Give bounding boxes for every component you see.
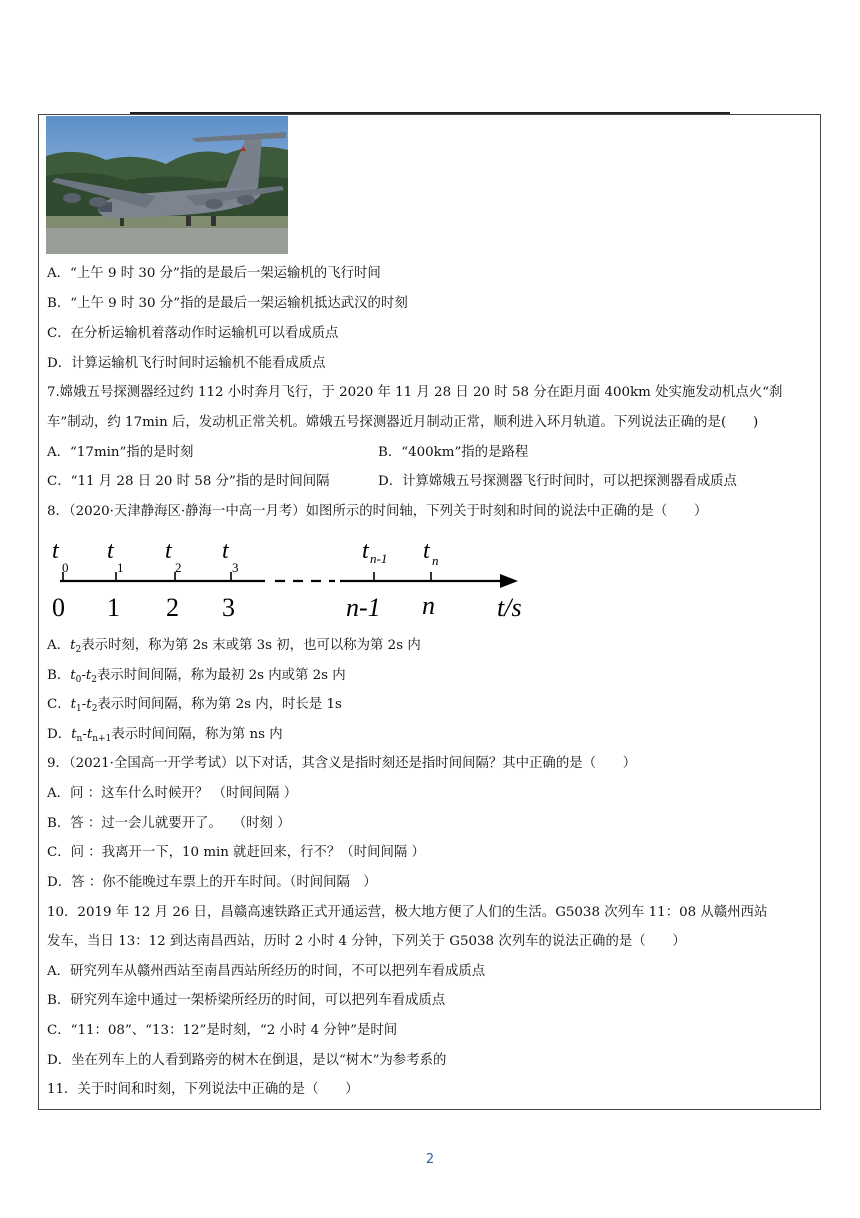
q9-option-c: C．问 ：我离开一下，10 min 就赶回来，行不？（时间间隔 ） bbox=[47, 845, 425, 860]
q10-option-c: C．“11：08”、“13：12”是时刻，“2 小时 4 分钟”是时间 bbox=[47, 1023, 398, 1038]
tick-bottom-label-1: 1 bbox=[107, 593, 120, 622]
q10-stem-line2: 发车，当日 13：12 到达南昌西站，历时 2 小时 4 分钟，下列关于 G5038 次列车的说法正确的是（ ） bbox=[47, 934, 686, 949]
tick-top-sub-0: 0 bbox=[62, 560, 69, 575]
tick-top-label-n-1: t bbox=[362, 538, 369, 564]
tick-top-label-1: t bbox=[107, 538, 114, 564]
q7-option-d: D．计算嫦娥五号探测器飞行时间时，可以把探测器看成质点 bbox=[378, 474, 737, 489]
page-number: 2 bbox=[425, 1152, 435, 1167]
time-axis-diagram bbox=[50, 528, 540, 628]
q9-option-d: D．答 ：你不能晚过车票上的开车时间。（时间间隔 ） bbox=[47, 875, 377, 890]
q6-option-d: D．计算运输机飞行时间时运输机不能看成质点 bbox=[47, 356, 326, 371]
tick-bottom-label-0: 0 bbox=[52, 593, 65, 622]
tick-top-sub-2: 2 bbox=[175, 560, 182, 575]
tick-top-label-n: t bbox=[423, 538, 430, 564]
q10-stem-line1: 10．2019 年 12 月 26 日，昌赣高速铁路正式开通运营，极大地方便了人们的生活。G5038 次列车 11：08 从赣州西站 bbox=[47, 905, 768, 920]
q8-option-d: D．$t_n-t_{n+1}$表示时间间隔，称为第 ns 内 bbox=[47, 727, 283, 744]
axis-unit-label: t/s bbox=[497, 593, 522, 622]
q6-option-b: B．“上午 9 时 30 分”指的是最后一架运输机抵达武汉的时刻 bbox=[47, 296, 408, 311]
q6-option-c: C．在分析运输机着落动作时运输机可以看成质点 bbox=[47, 326, 339, 341]
q8-option-b: B．$t_0-t_2$表示时间间隔，称为最初 2s 内或第 2s 内 bbox=[47, 668, 346, 685]
tick-top-sub-n-1: n-1 bbox=[370, 551, 388, 566]
tick-bottom-label-3: 3 bbox=[222, 593, 235, 622]
q10-option-b: B．研究列车途中通过一架桥梁所经历的时间，可以把列车看成质点 bbox=[47, 993, 446, 1008]
q6-option-a: A．“上午 9 时 30 分”指的是最后一架运输机的飞行时间 bbox=[47, 266, 381, 281]
tick-top-sub-3: 3 bbox=[232, 560, 239, 575]
q7-option-b: B．“400km”指的是路程 bbox=[378, 445, 529, 460]
tick-top-sub-1: 1 bbox=[117, 560, 124, 575]
q9-stem: 9．（2021·全国高一开学考试）以下对话，其含义是指时刻还是指时间间隔？其中正确的是（ ） bbox=[47, 756, 637, 771]
transport-aircraft-photo bbox=[46, 116, 288, 254]
q9-option-b: B．答 ：过一会儿就要开了。 （时刻 ） bbox=[47, 816, 291, 831]
q8-option-c: C．$t_1-t_2$表示时间间隔，称为第 2s 内，时长是 1s bbox=[47, 697, 342, 714]
axis-arrow bbox=[500, 574, 518, 588]
tick-bottom-label-2: 2 bbox=[166, 593, 179, 622]
tick-bottom-label-n-1: n-1 bbox=[346, 593, 381, 622]
q8-stem: 8．（2020·天津静海区·静海一中高一月考）如图所示的时间轴，下列关于时刻和时间的说法中正确的是（ ） bbox=[47, 504, 708, 519]
q9-option-a: A．问 ：这车什么时候开？ （时间间隔 ） bbox=[47, 786, 298, 801]
q11-stem: 11．关于时间和时刻，下列说法中正确的是（ ） bbox=[47, 1082, 359, 1097]
q8-option-a: A．$t_2$表示时刻，称为第 2s 末或第 3s 初，也可以称为第 2s 内 bbox=[47, 638, 421, 655]
q10-option-d: D．坐在列车上的人看到路旁的树木在倒退，是以“树木”为参考系的 bbox=[47, 1053, 447, 1068]
tick-bottom-label-n: n bbox=[422, 591, 435, 620]
tick-top-label-3: t bbox=[222, 538, 229, 564]
tick-top-label-0: t bbox=[52, 538, 59, 564]
tick-top-sub-n: n bbox=[432, 553, 439, 568]
tick-top-label-2: t bbox=[165, 538, 172, 564]
q7-option-c: C．“11 月 28 日 20 时 58 分”指的是时间间隔 bbox=[47, 474, 330, 489]
q7-option-a: A．“17min”指的是时刻 bbox=[47, 445, 194, 460]
q10-option-a: A．研究列车从赣州西站至南昌西站所经历的时间，不可以把列车看成质点 bbox=[47, 964, 486, 979]
q7-stem-line1: 7.嫦娥五号探测器经过约 112 小时奔月飞行，于 2020 年 11 月 28 日 20 时 58 分在距月面 400km 处实施发动机点火“刹 bbox=[47, 385, 783, 400]
q7-stem-line2: 车”制动，约 17min 后，发动机正常关机。嫦娥五号探测器近月制动正常，顺利进入环月轨道。下列说法正确的是( ) bbox=[47, 415, 759, 430]
